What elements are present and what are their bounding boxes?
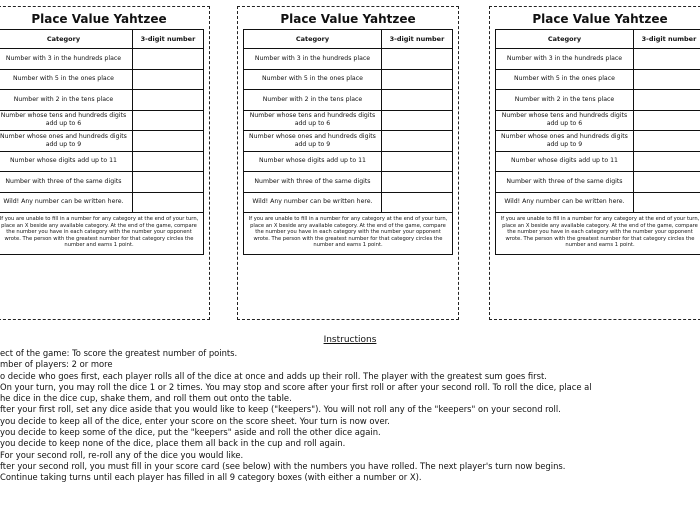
number-cell[interactable] (381, 110, 452, 131)
category-cell: Number with 5 in the ones place (244, 69, 382, 90)
score-card (0, 6, 210, 320)
category-cell: Wild! Any number can be written here. (244, 192, 382, 213)
table-row (0, 90, 204, 111)
category-cell: Number whose digits add up to 11 (244, 151, 382, 172)
category-header: Category (496, 30, 634, 49)
number-cell[interactable] (132, 172, 203, 193)
table-row (496, 151, 700, 172)
instruction-line: fter your second roll, you must fill in your score card (see below) with the numbers you have rolled. The next player's turn now begins. (0, 460, 566, 471)
card-title: Place Value Yahtzee (31, 12, 167, 26)
card-title: Place Value Yahtzee (532, 12, 668, 26)
category-cell: Number with three of the same digits (244, 172, 382, 193)
number-cell[interactable] (381, 172, 452, 193)
category-cell: Number whose digits add up to 11 (496, 151, 634, 172)
table-row (496, 131, 700, 152)
number-cell[interactable] (381, 49, 452, 70)
instruction-line: you decide to keep all of the dice, enter your score on the score sheet. Your turn is now over. (0, 415, 390, 426)
number-cell[interactable] (633, 49, 700, 70)
category-cell: Number whose tens and hundreds digits add up to 6 (244, 110, 382, 131)
instructions-title: Instructions (323, 335, 377, 345)
table-row (0, 151, 204, 172)
category-cell: Number with 3 in the hundreds place (496, 49, 634, 70)
category-cell: Number with 5 in the ones place (496, 69, 634, 90)
card-note: If you are unable to fill in a number for any category at the end of your turn, place an X beside any available category. At the end of the game, compare the number you have in each category with the number your opponent wrote. The person with the greatest number for that category circles the number and earns 1 point. (243, 213, 453, 255)
table-row (496, 90, 700, 111)
instruction-line: ect of the game: To score the greatest number of points. (0, 348, 238, 358)
category-cell: Number with 2 in the tens place (244, 90, 382, 111)
table-row (496, 49, 700, 70)
table-row (244, 192, 453, 213)
category-cell: Number with 3 in the hundreds place (0, 49, 132, 70)
category-header: Category (244, 30, 382, 49)
table-row (244, 151, 453, 172)
category-cell: Number with 2 in the tens place (0, 90, 132, 111)
table-row (0, 172, 204, 193)
number-cell[interactable] (633, 172, 700, 193)
score-card (237, 6, 459, 320)
instruction-line: mber of players: 2 or more (0, 359, 113, 370)
instruction-line: On your turn, you may roll the dice 1 or 2 times. You may stop and score after your first roll or after your second roll. To roll the dice, place al (0, 381, 592, 392)
number-cell[interactable] (633, 110, 700, 131)
number-cell[interactable] (633, 90, 700, 111)
number-cell[interactable] (132, 192, 203, 213)
number-header: 3-digit number (132, 30, 203, 49)
category-cell: Number whose tens and hundreds digits add up to 6 (0, 110, 132, 131)
number-cell[interactable] (633, 192, 700, 213)
card-note: If you are unable to fill in a number for any category at the end of your turn, place an X beside any available category. At the end of the game, compare the number you have in each category with the number your opponent wrote. The person with the greatest number for that category circles the number and earns 1 point. (0, 213, 204, 255)
table-row (496, 69, 700, 90)
table-row (0, 110, 204, 131)
number-cell[interactable] (633, 131, 700, 152)
instruction-line: Continue taking turns until each player has filled in all 9 category boxes (with either a number or X). (0, 472, 422, 483)
instruction-line: he dice in the dice cup, shake them, and roll them out onto the table. (0, 393, 292, 404)
score-table (243, 29, 453, 213)
table-row (0, 192, 204, 213)
table-row (244, 49, 453, 70)
number-cell[interactable] (132, 49, 203, 70)
table-row (244, 69, 453, 90)
table-row (244, 110, 453, 131)
table-row (244, 131, 453, 152)
table-row (496, 192, 700, 213)
table-row (0, 49, 204, 70)
table-row (496, 110, 700, 131)
instruction-line: fter your first roll, set any dice aside that you would like to keep ("keepers"). You will not roll any of the "keepers" on your second roll. (0, 404, 561, 415)
category-header: Category (0, 30, 132, 49)
category-cell: Number with three of the same digits (0, 172, 132, 193)
category-cell: Number whose ones and hundreds digits add up to 9 (0, 131, 132, 152)
number-cell[interactable] (132, 110, 203, 131)
score-table (0, 29, 204, 213)
category-cell: Number with three of the same digits (496, 172, 634, 193)
table-row (0, 69, 204, 90)
number-cell[interactable] (132, 69, 203, 90)
instructions-section (0, 334, 700, 525)
category-cell: Number with 3 in the hundreds place (244, 49, 382, 70)
table-row (244, 90, 453, 111)
category-cell: Wild! Any number can be written here. (496, 192, 634, 213)
table-row (496, 172, 700, 193)
instruction-line: For your second roll, re-roll any of the dice you would like. (0, 449, 244, 460)
score-table (495, 29, 700, 213)
table-row (0, 131, 204, 152)
number-cell[interactable] (381, 192, 452, 213)
category-cell: Number with 2 in the tens place (496, 90, 634, 111)
category-cell: Number whose ones and hundreds digits add up to 9 (244, 131, 382, 152)
table-row (244, 172, 453, 193)
instruction-line: you decide to keep none of the dice, place them all back in the cup and roll again. (0, 438, 346, 449)
card-note: If you are unable to fill in a number for any category at the end of your turn, place an X beside any available category. At the end of the game, compare the number you have in each category with the number your opponent wrote. The person with the greatest number for that category circles the number and earns 1 point. (495, 213, 700, 255)
card-title: Place Value Yahtzee (280, 12, 416, 26)
number-cell[interactable] (633, 151, 700, 172)
instruction-line: o decide who goes first, each player rolls all of the dice at once and adds up their roll. The player with the greatest sum goes first. (0, 370, 547, 381)
score-card (489, 6, 700, 320)
number-header: 3-digit number (633, 30, 700, 49)
number-cell[interactable] (381, 151, 452, 172)
category-cell: Number whose ones and hundreds digits add up to 9 (496, 131, 634, 152)
number-cell[interactable] (132, 151, 203, 172)
number-cell[interactable] (132, 131, 203, 152)
number-header: 3-digit number (381, 30, 452, 49)
number-cell[interactable] (381, 69, 452, 90)
instruction-line: you decide to keep some of the dice, put the "keepers" aside and roll the other dice again. (0, 427, 381, 438)
number-cell[interactable] (132, 90, 203, 111)
number-cell[interactable] (633, 69, 700, 90)
number-cell[interactable] (381, 90, 452, 111)
category-cell: Number with 5 in the ones place (0, 69, 132, 90)
category-cell: Number whose tens and hundreds digits add up to 6 (496, 110, 634, 131)
category-cell: Number whose digits add up to 11 (0, 151, 132, 172)
category-cell: Wild! Any number can be written here. (0, 192, 132, 213)
number-cell[interactable] (381, 131, 452, 152)
